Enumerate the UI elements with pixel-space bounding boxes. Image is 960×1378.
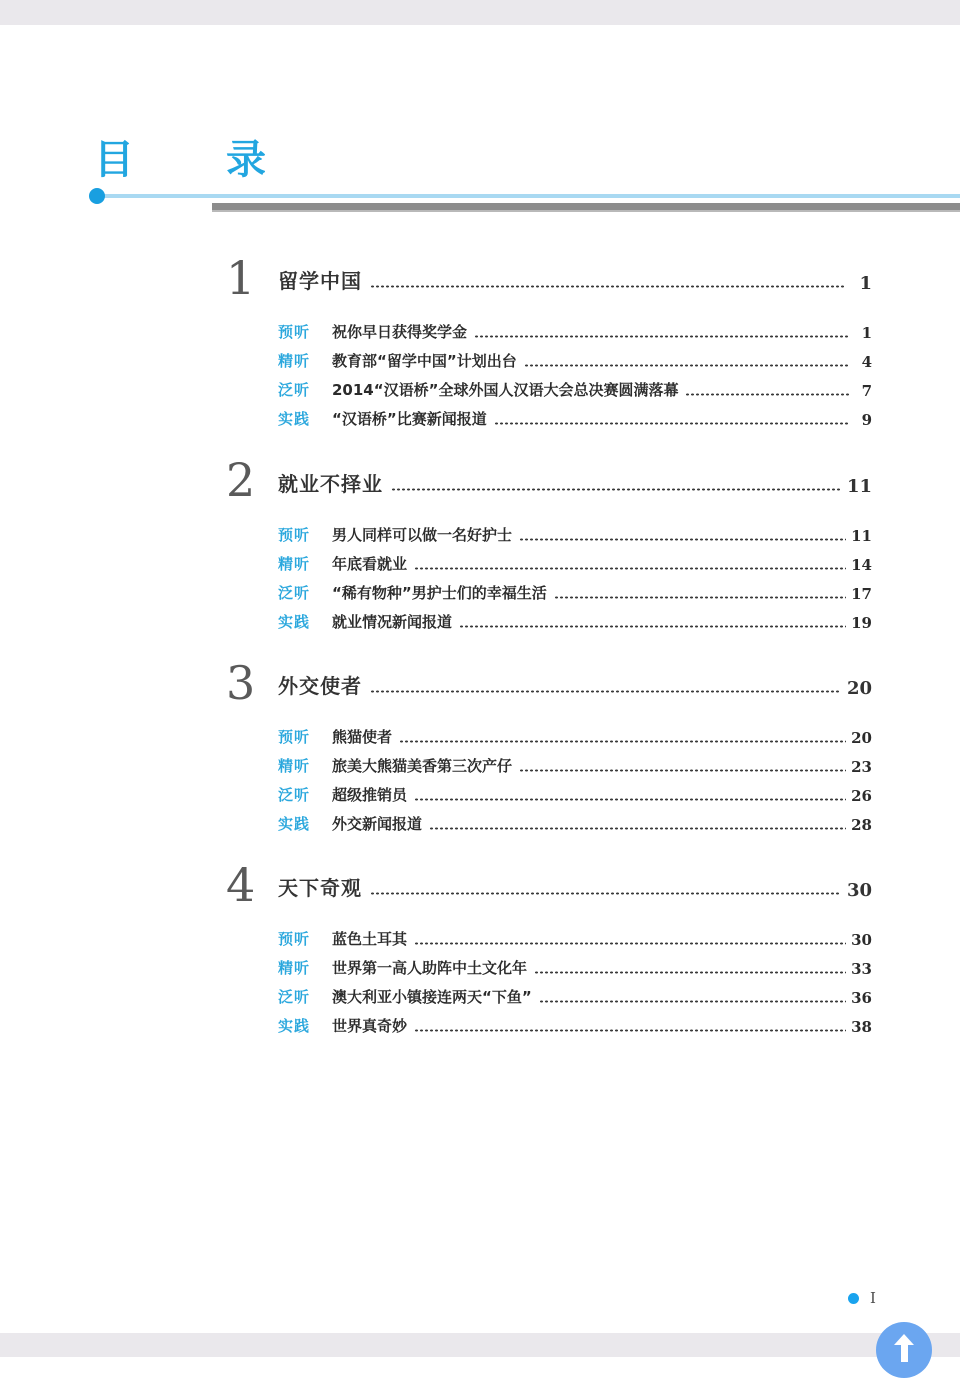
dot-leader [519, 538, 846, 541]
chapter-title: 外交使者 [278, 673, 362, 698]
entry-title: 外交新闻报道 [332, 814, 423, 833]
entry-page-number: 9 [861, 411, 872, 430]
toc-entry-row[interactable] [0, 779, 960, 808]
toc-entry-list [0, 721, 960, 837]
viewer-top-band [0, 0, 960, 25]
entry-page-number: 28 [851, 815, 872, 834]
footer-page-marker [848, 1291, 876, 1306]
dot-leader [391, 488, 841, 491]
toc-entry-row[interactable] [0, 952, 960, 981]
toc-entry-row[interactable] [0, 721, 960, 750]
entry-page-number: 17 [851, 584, 872, 603]
page-title: 目 录 [94, 137, 292, 183]
entry-label: 泛听 [278, 583, 311, 602]
dot-leader [414, 942, 846, 945]
chapter-title: 天下奇观 [278, 876, 362, 901]
entry-label: 实践 [278, 814, 311, 833]
entry-label: 预听 [278, 930, 311, 949]
entry-label: 实践 [278, 612, 311, 631]
entry-title: 世界真奇妙 [332, 1017, 408, 1036]
entry-label: 预听 [278, 323, 311, 342]
entry-page-number: 36 [851, 989, 872, 1008]
dot-leader [524, 364, 849, 367]
footer-dot-icon [848, 1293, 859, 1304]
toc-entry-row[interactable] [0, 808, 960, 837]
dot-leader [539, 1000, 846, 1003]
dot-leader [370, 892, 841, 895]
entry-label: 实践 [278, 410, 311, 429]
entry-page-number: 20 [851, 728, 872, 747]
toc-entry-row[interactable] [0, 981, 960, 1010]
toc-chapter-row[interactable] [0, 857, 960, 912]
toc-entry-row[interactable] [0, 403, 960, 432]
entry-title: 世界第一高人助阵中土文化年 [332, 959, 528, 978]
toc-chapter-row[interactable] [0, 655, 960, 710]
chapter-page-number: 30 [846, 880, 872, 902]
toc-chapter-row[interactable] [0, 453, 960, 508]
header-rule-blue [103, 194, 960, 198]
dot-leader [554, 596, 846, 599]
header-rule-dot [89, 188, 105, 204]
toc-entry-list [0, 923, 960, 1039]
entry-page-number: 38 [851, 1018, 872, 1037]
entry-title: 超级推销员 [332, 785, 408, 804]
entry-title: 男人同样可以做一名好护士 [332, 525, 513, 544]
entry-title: 熊猫使者 [332, 727, 393, 746]
entry-label: 精听 [278, 554, 311, 573]
entry-title: 教育部“留学中国”计划出台 [332, 352, 517, 371]
toc-entry-row[interactable] [0, 345, 960, 374]
entry-page-number: 30 [851, 931, 872, 950]
dot-leader [519, 769, 846, 772]
dot-leader [474, 335, 849, 338]
dot-leader [534, 971, 846, 974]
page-number: I [870, 1289, 876, 1307]
dot-leader [414, 798, 846, 801]
entry-label: 精听 [278, 959, 311, 978]
entry-title: 2014“汉语桥”全球外国人汉语大会总决赛圆满落幕 [332, 381, 679, 400]
toc-entry-row[interactable] [0, 519, 960, 548]
header-rule-grey [212, 203, 960, 212]
dot-leader [685, 393, 849, 396]
toc-entry-list [0, 519, 960, 635]
document-page [0, 25, 960, 1333]
entry-label: 泛听 [278, 785, 311, 804]
entry-title: 蓝色土耳其 [332, 930, 408, 949]
dot-leader [370, 690, 841, 693]
dot-leader [459, 625, 846, 628]
entry-page-number: 1 [861, 324, 872, 343]
scroll-to-top-button[interactable] [876, 1322, 932, 1378]
entry-page-number: 26 [851, 786, 872, 805]
entry-title: “汉语桥”比赛新闻报道 [332, 410, 487, 429]
entry-page-number: 4 [861, 353, 872, 372]
entry-page-number: 19 [851, 613, 872, 632]
toc-chapter-row[interactable] [0, 251, 960, 305]
toc-entry-row[interactable] [0, 1010, 960, 1039]
dot-leader [429, 827, 846, 830]
chapter-title: 就业不择业 [278, 471, 383, 496]
dot-leader [370, 285, 844, 288]
entry-label: 泛听 [278, 381, 311, 400]
entry-label: 预听 [278, 525, 311, 544]
chapter-page-number: 1 [859, 273, 872, 295]
chapter-page-number: 11 [846, 475, 872, 497]
toc-chapter [0, 655, 960, 837]
entry-page-number: 33 [851, 960, 872, 979]
toc-chapter [0, 857, 960, 1039]
entry-page-number: 7 [861, 382, 872, 401]
entry-label: 预听 [278, 727, 311, 746]
entry-page-number: 14 [851, 555, 872, 574]
entry-label: 精听 [278, 756, 311, 775]
dot-leader [494, 422, 849, 425]
dot-leader [399, 740, 846, 743]
entry-title: 就业情况新闻报道 [332, 612, 453, 631]
entry-title: 澳大利亚小镇接连两天“下鱼” [332, 988, 532, 1007]
chapter-title: 留学中国 [278, 269, 362, 294]
chapter-number: 2 [226, 453, 256, 508]
dot-leader [414, 1029, 846, 1032]
entry-label: 泛听 [278, 988, 311, 1007]
toc-entry-row[interactable] [0, 548, 960, 577]
toc-entry-row[interactable] [0, 606, 960, 635]
toc-entry-row[interactable] [0, 374, 960, 403]
chapter-page-number: 20 [846, 677, 872, 699]
entry-title: 年底看就业 [332, 554, 408, 573]
dot-leader [414, 567, 846, 570]
entry-label: 精听 [278, 352, 311, 371]
toc-entry-row[interactable] [0, 923, 960, 952]
entry-page-number: 11 [851, 526, 872, 545]
toc-entry-list [0, 316, 960, 432]
toc-entry-row[interactable] [0, 316, 960, 345]
entry-title: 祝你早日获得奖学金 [332, 323, 468, 342]
toc-entry-row[interactable] [0, 577, 960, 606]
entry-label: 实践 [278, 1017, 311, 1036]
entry-page-number: 23 [851, 757, 872, 776]
toc-list [0, 251, 960, 1066]
scroll-to-top-arrow-icon [901, 1340, 908, 1362]
toc-entry-row[interactable] [0, 750, 960, 779]
entry-title: 旅美大熊猫美香第三次产仔 [332, 756, 513, 775]
chapter-number: 3 [226, 655, 256, 710]
chapter-number: 4 [226, 857, 256, 912]
viewer-bottom-band [0, 1333, 960, 1357]
toc-chapter [0, 251, 960, 432]
entry-title: “稀有物种”男护士们的幸福生活 [332, 583, 547, 602]
toc-chapter [0, 453, 960, 634]
chapter-number: 1 [226, 251, 256, 305]
